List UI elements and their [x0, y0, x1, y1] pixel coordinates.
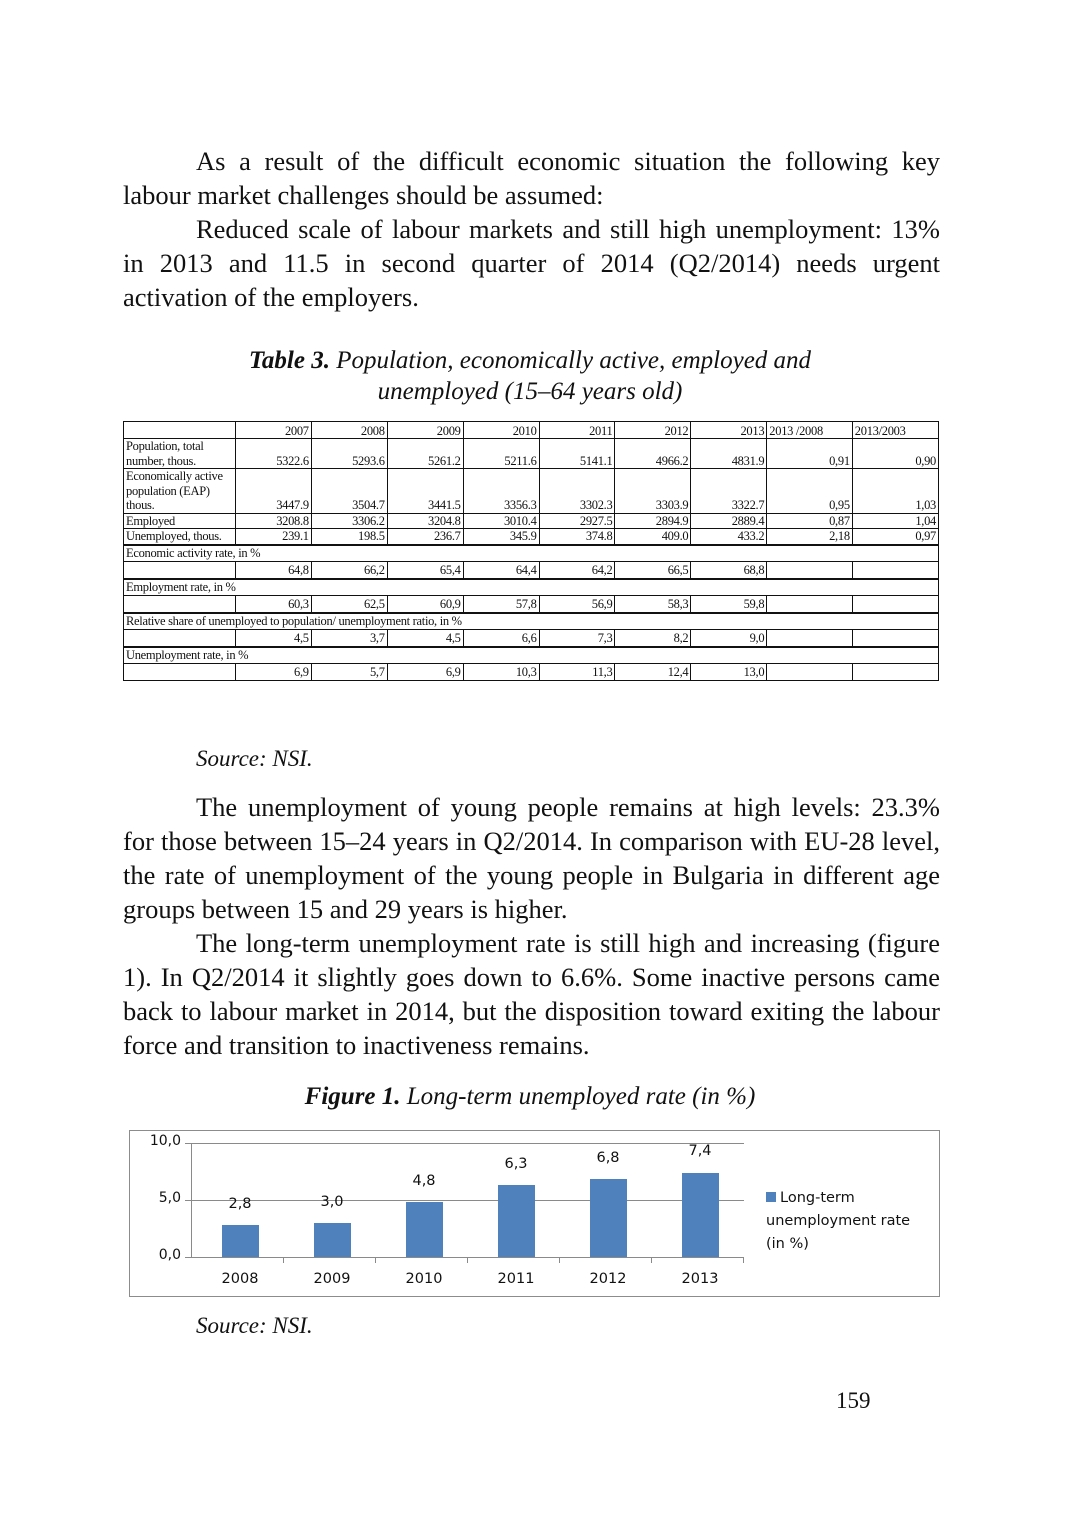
table-cell: 3306.2 [311, 513, 387, 529]
table-header-cell: 2013/2003 [852, 422, 938, 439]
table-cell: 68,8 [691, 561, 767, 579]
table-cell [124, 663, 236, 680]
x-tick-mark [375, 1257, 376, 1263]
table-header-cell: 2011 [539, 422, 615, 439]
figure-caption-label: Figure 1. [304, 1083, 401, 1110]
gridline [191, 1143, 744, 1144]
legend-swatch-icon [766, 1192, 776, 1202]
bar-value-label: 7,4 [688, 1143, 712, 1159]
table-row [124, 595, 939, 613]
table-cell: 60,3 [235, 595, 311, 613]
table-cell: 2,18 [767, 529, 853, 545]
section-title-row [124, 579, 939, 596]
row-label: Economically active population (EAP) thous. [124, 469, 236, 514]
table-cell: 64,4 [463, 561, 539, 579]
table-cell: 5261.2 [387, 439, 463, 469]
table-cell: 64,8 [235, 561, 311, 579]
table-cell: 198.5 [311, 529, 387, 545]
paragraph-youth-unemployment [123, 790, 940, 926]
figure-caption-text: Long-term unemployed rate (in %) [406, 1083, 756, 1110]
long-term-unemployment-chart [129, 1130, 940, 1297]
bar-2008 [222, 1225, 259, 1257]
table-cell: 0,87 [767, 513, 853, 529]
section-title: Economic activity rate, in % [124, 545, 939, 562]
paragraph-text: Reduced scale of labour markets and still high unemployment: 13% in 2013 and 11.5 in second quarter of 2014 (Q2/2014) needs urgent activation of the employers. [123, 214, 940, 312]
chart-legend [766, 1187, 936, 1256]
bar-2013 [682, 1173, 719, 1257]
x-tick-mark [743, 1257, 744, 1263]
table-row [124, 439, 939, 469]
table-cell: 1,03 [852, 469, 938, 514]
paragraph-text: The long-term unemployment rate is still high and increasing (figure 1). In Q2/2014 it slightly goes down to 6.6%. Some inactive persons came back to labour market in 2014, but the disposition toward exiting the labour force and transition to inactiveness remains. [123, 928, 940, 1060]
x-tick-label: 2011 [497, 1271, 535, 1287]
table-cell: 236.7 [387, 529, 463, 545]
x-tick-mark [283, 1257, 284, 1263]
table-cell: 66,2 [311, 561, 387, 579]
y-tick-label: 5,0 [158, 1190, 181, 1206]
gridline [191, 1200, 744, 1201]
x-tick-label: 2010 [405, 1271, 443, 1287]
table-cell [767, 629, 853, 647]
table-cell: 5293.6 [311, 439, 387, 469]
x-tick-label: 2009 [313, 1271, 351, 1287]
table-cell: 5211.6 [463, 439, 539, 469]
table-cell: 7,3 [539, 629, 615, 647]
table-cell: 6,9 [235, 663, 311, 680]
legend-label: Long-term [780, 1190, 855, 1206]
table-header-cell: 2008 [311, 422, 387, 439]
table-cell: 66,5 [615, 561, 691, 579]
table-caption [200, 345, 860, 407]
table-cell: 409.0 [615, 529, 691, 545]
row-label: Unemployed, thous. [124, 529, 236, 545]
figure-caption [200, 1081, 860, 1112]
table-cell: 4966.2 [615, 439, 691, 469]
section-title-row [124, 613, 939, 630]
table-cell: 1,04 [852, 513, 938, 529]
table-cell: 3208.8 [235, 513, 311, 529]
table-cell: 374.8 [539, 529, 615, 545]
table-header-cell: 2007 [235, 422, 311, 439]
table-row [124, 629, 939, 647]
paragraph-text: As a result of the difficult economic situation the following key labour market challenges should be assumed: [123, 146, 940, 210]
table-cell: 9,0 [691, 629, 767, 647]
table-cell: 59,8 [691, 595, 767, 613]
section-title: Employment rate, in % [124, 579, 939, 596]
population-table [123, 421, 939, 681]
bar-value-label: 6,3 [504, 1156, 528, 1172]
table-cell: 0,91 [767, 439, 853, 469]
table-cell: 5141.1 [539, 439, 615, 469]
table-header-cell: 2013 /2008 [767, 422, 853, 439]
page-number: 159 [836, 1388, 871, 1413]
table-cell: 5,7 [311, 663, 387, 680]
table-cell: 4,5 [387, 629, 463, 647]
table-header-cell [124, 422, 236, 439]
x-tick-label: 2012 [589, 1271, 627, 1287]
table-cell: 6,9 [387, 663, 463, 680]
table-row [124, 469, 939, 514]
table-cell: 2894.9 [615, 513, 691, 529]
bar-value-label: 3,0 [320, 1194, 344, 1210]
figure-source: Source: NSI. [196, 1313, 313, 1338]
y-tick-label: 10,0 [149, 1133, 181, 1149]
table-cell: 3303.9 [615, 469, 691, 514]
table-cell: 3322.7 [691, 469, 767, 514]
table-cell: 3302.3 [539, 469, 615, 514]
bar-2009 [314, 1223, 351, 1257]
y-tick-mark [185, 1200, 191, 1201]
table-cell: 3010.4 [463, 513, 539, 529]
table-cell: 60,9 [387, 595, 463, 613]
table-cell: 57,8 [463, 595, 539, 613]
row-label: Employed [124, 513, 236, 529]
table-cell: 239.1 [235, 529, 311, 545]
table-cell: 6,6 [463, 629, 539, 647]
y-tick-label: 0,0 [158, 1247, 181, 1263]
x-tick-mark [467, 1257, 468, 1263]
bar-2012 [590, 1179, 627, 1257]
table-cell [852, 629, 938, 647]
table-cell [767, 561, 853, 579]
table-cell: 345.9 [463, 529, 539, 545]
table-cell: 13,0 [691, 663, 767, 680]
table-cell: 8,2 [615, 629, 691, 647]
paragraph-reduced-scale [123, 212, 940, 314]
bar-value-label: 6,8 [596, 1150, 620, 1166]
table-source: Source: NSI. [196, 746, 313, 771]
paragraph-text: The unemployment of young people remains at high levels: 23.3% for those between 15–24 years in Q2/2014. In comparison with EU-28 level, the rate of unemployment of the young people in Bulgaria in different age groups between 15 and 29 years is higher. [123, 792, 940, 924]
section-title: Unemployment rate, in % [124, 647, 939, 664]
section-title-row [124, 647, 939, 664]
table-row [124, 529, 939, 545]
y-tick-mark [185, 1143, 191, 1144]
table-cell: 3,7 [311, 629, 387, 647]
table-cell: 58,3 [615, 595, 691, 613]
table-cell: 5322.6 [235, 439, 311, 469]
table-cell: 0,95 [767, 469, 853, 514]
paragraph-long-term [123, 926, 940, 1062]
table-cell [767, 595, 853, 613]
table-cell: 2889.4 [691, 513, 767, 529]
table-cell: 4,5 [235, 629, 311, 647]
table-cell: 4831.9 [691, 439, 767, 469]
table-cell: 56,9 [539, 595, 615, 613]
x-tick-label: 2008 [221, 1271, 259, 1287]
table-header-cell: 2009 [387, 422, 463, 439]
table-header-cell: 2010 [463, 422, 539, 439]
table-row [124, 663, 939, 680]
bar-value-label: 4,8 [412, 1173, 436, 1189]
table-cell: 0,90 [852, 439, 938, 469]
legend-label: unemployment rate [766, 1213, 911, 1229]
table-cell: 12,4 [615, 663, 691, 680]
table-cell [852, 663, 938, 680]
table-cell: 10,3 [463, 663, 539, 680]
table-cell: 3504.7 [311, 469, 387, 514]
table-cell: 0,97 [852, 529, 938, 545]
x-tick-mark [651, 1257, 652, 1263]
row-label: Population, total number, thous. [124, 439, 236, 469]
table-header-cell: 2012 [615, 422, 691, 439]
table-row [124, 561, 939, 579]
table-caption-label: Table 3. [248, 347, 330, 374]
table-cell [852, 595, 938, 613]
table-cell: 433.2 [691, 529, 767, 545]
section-title-row [124, 545, 939, 562]
table-cell [767, 663, 853, 680]
section-title: Relative share of unemployed to population/ unemployment ratio, in % [124, 613, 939, 630]
bar-2011 [498, 1185, 535, 1257]
table-cell [852, 561, 938, 579]
y-axis [191, 1143, 192, 1257]
table-cell [124, 595, 236, 613]
table-cell: 64,2 [539, 561, 615, 579]
table-cell [124, 629, 236, 647]
legend-label: (in %) [766, 1236, 809, 1252]
table-cell: 3204.8 [387, 513, 463, 529]
table-cell: 3447.9 [235, 469, 311, 514]
plot-area [149, 1133, 744, 1287]
table-cell: 62,5 [311, 595, 387, 613]
table-caption-text: Population, economically active, employed and unemployed (15–64 years old) [336, 347, 812, 405]
y-tick-mark [185, 1257, 191, 1258]
table-cell: 3356.3 [463, 469, 539, 514]
table-row [124, 513, 939, 529]
table-header-cell: 2013 [691, 422, 767, 439]
table-cell: 65,4 [387, 561, 463, 579]
bar-2010 [406, 1202, 443, 1257]
table-header-row [124, 422, 939, 439]
paragraph-intro [123, 144, 940, 212]
table-cell: 2927.5 [539, 513, 615, 529]
x-tick-label: 2013 [681, 1271, 719, 1287]
bar-value-label: 2,8 [228, 1196, 252, 1212]
table-cell [124, 561, 236, 579]
table-cell: 11,3 [539, 663, 615, 680]
x-tick-mark [559, 1257, 560, 1263]
table-cell: 3441.5 [387, 469, 463, 514]
